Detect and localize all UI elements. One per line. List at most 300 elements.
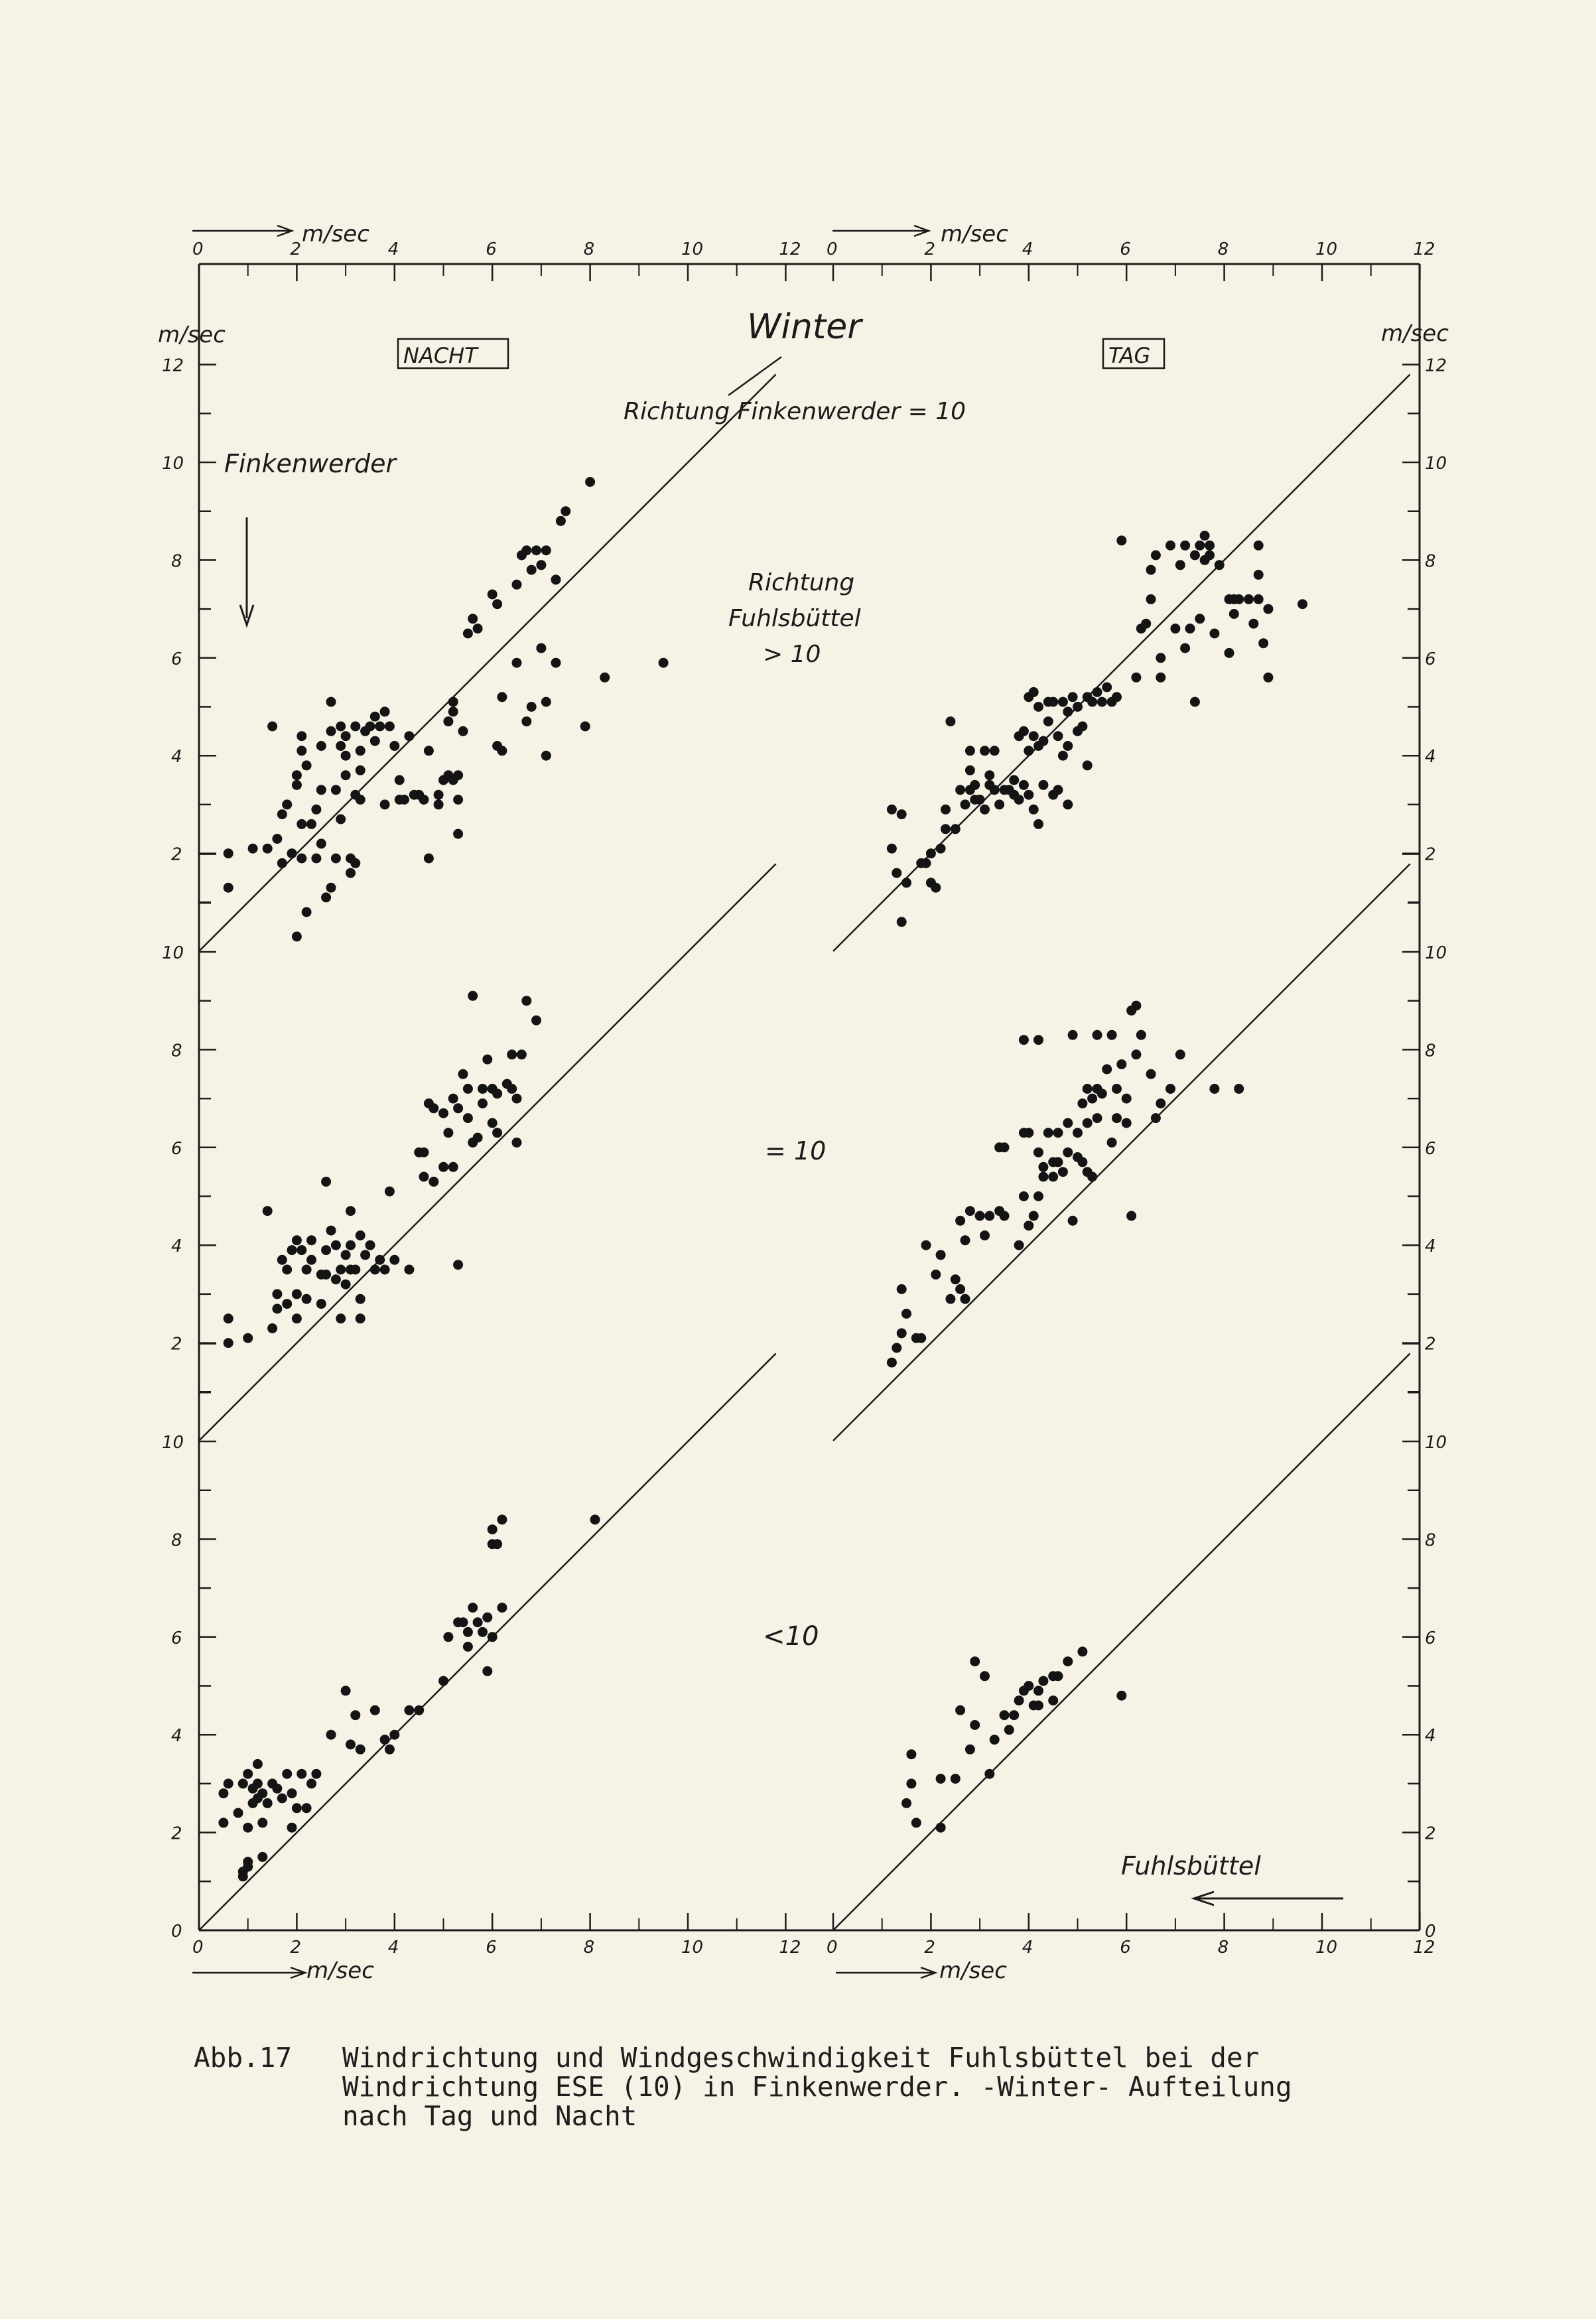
data-point <box>277 858 287 868</box>
data-point <box>380 799 390 809</box>
data-point <box>1009 1710 1019 1720</box>
data-point <box>517 1049 527 1059</box>
data-point <box>389 1730 399 1740</box>
data-point <box>936 1774 946 1784</box>
data-point <box>399 795 409 805</box>
data-point <box>492 599 502 609</box>
data-point <box>468 991 478 1001</box>
data-point <box>961 799 970 809</box>
unit-top-right: m/sec <box>941 221 1008 247</box>
data-point <box>292 1313 302 1323</box>
data-point <box>238 1778 248 1788</box>
data-point <box>1175 1049 1185 1059</box>
data-point <box>1004 1725 1014 1735</box>
data-point <box>463 1642 473 1652</box>
y-tick-label-left: 2 <box>171 844 182 865</box>
data-point <box>512 658 522 668</box>
data-point <box>1229 609 1239 619</box>
data-point <box>955 785 965 795</box>
y-tick-label-right: 0 <box>1425 1922 1436 1942</box>
data-point <box>984 770 994 780</box>
data-point <box>453 829 463 839</box>
data-point <box>1248 619 1258 629</box>
data-point <box>541 545 551 555</box>
data-point <box>961 1235 970 1245</box>
data-point <box>306 1778 316 1788</box>
data-point <box>1024 1681 1033 1691</box>
data-point <box>551 574 561 584</box>
data-point <box>336 741 346 751</box>
data-point <box>1244 594 1254 604</box>
x-tick-label-bottom: 4 <box>387 1938 399 1957</box>
data-point <box>389 1255 399 1265</box>
data-point <box>1234 594 1244 604</box>
data-point <box>385 1745 395 1755</box>
data-point <box>1297 599 1307 609</box>
data-point <box>1195 541 1205 551</box>
data-point <box>488 1524 498 1534</box>
diagonal-line <box>833 1353 1410 1930</box>
data-point <box>1151 551 1161 561</box>
y-tick-label-right: 2 <box>1425 1823 1436 1844</box>
data-point <box>443 1128 453 1138</box>
data-point <box>272 1289 282 1299</box>
data-point <box>1093 1030 1102 1040</box>
data-point <box>453 1103 463 1113</box>
data-point <box>326 697 336 707</box>
data-point <box>541 751 551 761</box>
data-point <box>951 824 961 834</box>
data-point <box>482 1613 492 1623</box>
data-point <box>453 770 463 780</box>
data-point <box>311 854 321 864</box>
data-point <box>1112 1084 1122 1094</box>
data-point <box>473 624 483 633</box>
data-point <box>916 1333 926 1343</box>
x-tick-label-bottom: 2 <box>924 1938 935 1957</box>
data-point <box>926 848 936 858</box>
data-point <box>292 780 302 790</box>
data-point <box>1038 736 1048 746</box>
data-point <box>292 1803 302 1813</box>
data-point <box>931 1270 941 1280</box>
data-point <box>531 545 541 555</box>
data-point <box>1038 1676 1048 1686</box>
x-tick-label-bottom: 12 <box>779 1938 801 1957</box>
data-point <box>1107 1030 1117 1040</box>
data-point <box>306 819 316 829</box>
data-point <box>897 1328 907 1338</box>
y-tick-label-right: 6 <box>1425 1138 1436 1159</box>
y-tick-label-left: 10 <box>162 454 184 474</box>
data-point <box>389 741 399 751</box>
y-tick-label-left: 4 <box>171 1236 182 1257</box>
data-point <box>224 1778 233 1788</box>
data-point <box>970 780 980 790</box>
data-point <box>453 795 463 805</box>
data-point <box>356 765 366 775</box>
data-point <box>512 1138 522 1148</box>
data-point <box>921 1240 931 1250</box>
data-point <box>380 1265 390 1275</box>
data-point <box>429 1177 438 1187</box>
data-point <box>955 1216 965 1226</box>
data-point <box>233 1808 243 1818</box>
x-tick-label-bottom: 4 <box>1022 1938 1033 1957</box>
data-point <box>453 1260 463 1270</box>
x-tick-label-top: 2 <box>290 239 301 259</box>
data-point <box>272 1784 282 1794</box>
y-tick-label-left: 8 <box>171 1041 182 1061</box>
data-point <box>1263 604 1273 614</box>
x-tick-label-bottom: 10 <box>1315 1938 1338 1957</box>
data-point <box>253 1778 263 1788</box>
data-point <box>1053 1671 1063 1681</box>
data-point <box>302 760 312 770</box>
data-point <box>1146 565 1156 575</box>
unit-bottom-right: m/sec <box>939 1957 1007 1984</box>
data-point <box>458 1069 468 1079</box>
data-point <box>887 1358 897 1368</box>
x-tick-label-bottom: 2 <box>290 1938 301 1957</box>
data-point <box>887 844 897 854</box>
data-point <box>1063 706 1073 716</box>
data-point <box>1087 1172 1097 1182</box>
data-point <box>906 1749 916 1759</box>
data-point <box>463 1627 473 1637</box>
column-label-nacht: NACHT <box>403 343 478 368</box>
data-point <box>302 907 312 917</box>
data-point <box>1014 1240 1024 1250</box>
data-point <box>282 1299 292 1309</box>
data-point <box>1048 1172 1058 1182</box>
data-point <box>297 854 306 864</box>
data-point <box>1033 702 1043 712</box>
data-point <box>395 775 405 785</box>
x-tick-label-top: 2 <box>924 239 935 259</box>
data-point <box>356 795 366 805</box>
data-point <box>434 799 444 809</box>
data-point <box>1048 1695 1058 1705</box>
data-point <box>1156 653 1165 663</box>
row-label-gt10-line2: Fuhlsbüttel <box>728 605 861 632</box>
data-point <box>961 1294 970 1304</box>
data-point <box>346 868 356 878</box>
data-point <box>311 1769 321 1779</box>
y-axis-label-finkenwerder: Finkenwerder <box>224 449 397 478</box>
data-point <box>297 746 306 756</box>
data-point <box>901 878 911 888</box>
y-tick-label-left: 0 <box>171 1922 182 1942</box>
data-point <box>1024 746 1033 756</box>
data-point <box>257 1818 267 1827</box>
data-point <box>419 1148 429 1158</box>
data-point <box>248 844 258 854</box>
data-point <box>282 1265 292 1275</box>
y-tick-label-right: 6 <box>1425 649 1436 669</box>
data-point <box>341 1686 351 1695</box>
data-point <box>1131 1001 1141 1011</box>
data-point <box>1254 594 1264 604</box>
data-point <box>1116 535 1126 545</box>
data-point <box>350 1265 360 1275</box>
y-tick-label-left: 8 <box>171 551 182 572</box>
data-point <box>551 658 561 668</box>
data-point <box>287 1823 297 1833</box>
data-point <box>429 1103 438 1113</box>
data-point <box>321 1245 331 1255</box>
data-point <box>370 736 380 746</box>
data-point <box>1102 683 1112 693</box>
data-point <box>965 765 975 775</box>
data-point <box>1058 697 1068 707</box>
data-point <box>356 1745 366 1755</box>
chart-frame <box>199 264 1420 1930</box>
data-point <box>375 1255 385 1265</box>
data-point <box>272 1304 282 1314</box>
x-tick-label-top: 6 <box>1120 239 1131 259</box>
data-point <box>1254 541 1264 551</box>
y-tick-label-right: 4 <box>1425 1236 1436 1257</box>
data-point <box>1165 541 1175 551</box>
data-point <box>257 1788 267 1798</box>
data-point <box>1195 614 1205 624</box>
data-point <box>1053 1157 1063 1167</box>
row-label-gt10-line3: > 10 <box>763 641 821 668</box>
data-point <box>282 799 292 809</box>
data-point <box>1097 697 1107 707</box>
data-point <box>507 1084 517 1094</box>
data-point <box>521 996 531 1006</box>
data-point <box>277 1794 287 1804</box>
data-point <box>287 848 297 858</box>
data-point <box>443 716 453 726</box>
data-point <box>1038 1162 1048 1172</box>
data-point <box>970 1656 980 1666</box>
data-point <box>492 1128 502 1138</box>
data-point <box>375 722 385 732</box>
data-point <box>492 1089 502 1098</box>
data-point <box>1073 702 1083 712</box>
data-point <box>1087 1094 1097 1104</box>
data-point <box>1087 697 1097 707</box>
data-point <box>366 722 375 732</box>
data-point <box>1083 760 1093 770</box>
data-point <box>1038 1172 1048 1182</box>
data-point <box>507 1049 517 1059</box>
data-point <box>1029 687 1039 697</box>
data-point <box>1058 751 1068 761</box>
data-point <box>1112 692 1122 702</box>
data-point <box>980 805 990 815</box>
row-label-gt10-line1: Richtung <box>748 569 855 596</box>
x-tick-label-bottom: 10 <box>681 1938 704 1957</box>
y-tick-label-left: 6 <box>171 1138 182 1159</box>
data-point <box>321 892 331 902</box>
data-point <box>350 722 360 732</box>
data-point <box>512 580 522 590</box>
data-point <box>911 1818 921 1827</box>
data-point <box>531 1016 541 1026</box>
row-label-eq10: = 10 <box>765 1136 827 1165</box>
x-tick-label-bottom: 12 <box>1413 1938 1435 1957</box>
data-point <box>267 1323 277 1333</box>
data-point <box>965 1206 975 1216</box>
data-point <box>263 844 273 854</box>
data-point <box>1063 1118 1073 1128</box>
data-point <box>600 673 610 683</box>
data-point <box>424 854 434 864</box>
data-point <box>497 1603 507 1613</box>
data-point <box>1122 1118 1132 1128</box>
data-point <box>1165 1084 1175 1094</box>
x-tick-label-bottom: 0 <box>192 1938 204 1957</box>
unit-top-left: m/sec <box>302 221 369 247</box>
data-point <box>945 1294 955 1304</box>
data-point <box>346 1739 356 1749</box>
x-tick-label-top: 6 <box>486 239 497 259</box>
data-point <box>1019 1191 1029 1201</box>
data-point <box>434 790 444 800</box>
data-point <box>1263 673 1273 683</box>
data-point <box>1077 722 1087 732</box>
data-point <box>1200 531 1210 541</box>
x-tick-label-top: 12 <box>1413 239 1435 259</box>
data-point <box>1116 1059 1126 1069</box>
y-tick-label-right: 4 <box>1425 747 1436 767</box>
data-point <box>521 716 531 726</box>
data-point <box>659 658 669 668</box>
data-point <box>1053 731 1063 741</box>
y-tick-label-left: 6 <box>171 1628 182 1648</box>
data-points <box>218 477 1307 1881</box>
data-point <box>955 1284 965 1294</box>
data-point <box>302 1294 312 1304</box>
data-point <box>316 785 326 795</box>
data-point <box>331 854 341 864</box>
data-point <box>1234 1084 1244 1094</box>
data-point <box>497 746 507 756</box>
data-point <box>1063 1656 1073 1666</box>
diagonal-line <box>199 1353 776 1930</box>
data-point <box>243 1857 253 1867</box>
data-point <box>277 1255 287 1265</box>
y-tick-label-left: 2 <box>171 1334 182 1355</box>
data-point <box>1112 1113 1122 1123</box>
data-point <box>1215 560 1225 570</box>
data-point <box>316 838 326 848</box>
data-point <box>921 858 931 868</box>
data-point <box>404 731 414 741</box>
data-point <box>951 1274 961 1284</box>
data-point <box>346 1240 356 1250</box>
data-point <box>1053 1128 1063 1138</box>
data-point <box>360 1250 370 1260</box>
diagonal-line <box>199 864 776 1441</box>
data-point <box>585 477 595 487</box>
data-point <box>965 746 975 756</box>
data-point <box>990 1735 1000 1745</box>
data-point <box>1126 1211 1136 1221</box>
data-point <box>897 917 907 927</box>
data-point <box>346 1206 356 1216</box>
data-point <box>404 1265 414 1275</box>
data-point <box>1093 687 1102 697</box>
data-point <box>1156 673 1165 683</box>
data-point <box>980 1671 990 1681</box>
data-point <box>536 560 546 570</box>
data-point <box>1024 790 1033 800</box>
row-label-lt10: <10 <box>763 1621 819 1652</box>
x-axis-label-fuhlsbuettel: Fuhlsbüttel <box>1121 1851 1261 1881</box>
data-point <box>1146 1069 1156 1079</box>
data-point <box>370 712 380 722</box>
data-point <box>1063 799 1073 809</box>
data-point <box>316 1299 326 1309</box>
data-point <box>1083 1084 1093 1094</box>
data-point <box>341 751 351 761</box>
data-point <box>1073 1128 1083 1138</box>
data-point <box>901 1309 911 1319</box>
data-point <box>1068 1030 1078 1040</box>
data-point <box>326 883 336 893</box>
y-tick-label-right: 10 <box>1425 1433 1447 1453</box>
data-point <box>321 1270 331 1280</box>
data-point <box>580 722 590 732</box>
y-tick-label-right: 10 <box>1425 943 1447 963</box>
data-point <box>331 785 341 795</box>
data-point <box>414 1705 424 1715</box>
y-tick-label-left: 12 <box>162 356 184 376</box>
data-point <box>292 931 302 941</box>
data-point <box>1131 1049 1141 1059</box>
data-point <box>463 1084 473 1094</box>
data-point <box>1033 1035 1043 1045</box>
data-point <box>990 785 1000 795</box>
chart-title: Winter <box>747 307 862 347</box>
data-point <box>1053 785 1063 795</box>
data-point <box>356 746 366 756</box>
data-point <box>980 746 990 756</box>
data-point <box>1043 716 1053 726</box>
data-point <box>326 1730 336 1740</box>
data-point <box>527 565 537 575</box>
data-point <box>897 809 907 819</box>
caption-line-2: Windrichtung ESE (10) in Finkenwerder. -Winter- Aufteilung <box>342 2071 1292 2103</box>
data-point <box>478 1098 488 1108</box>
data-point <box>380 1735 390 1745</box>
data-point <box>1136 1030 1146 1040</box>
data-point <box>492 1539 502 1549</box>
data-point <box>488 1632 498 1642</box>
unit-right-y: m/sec <box>1381 320 1449 347</box>
data-point <box>941 824 951 834</box>
data-point <box>1102 1064 1112 1074</box>
data-point <box>994 799 1004 809</box>
y-tick-label-right: 2 <box>1425 1334 1436 1355</box>
data-point <box>326 1226 336 1236</box>
data-point <box>404 1705 414 1715</box>
data-point <box>1131 673 1141 683</box>
data-point <box>1083 1118 1093 1128</box>
data-point <box>482 1055 492 1065</box>
data-point <box>951 1774 961 1784</box>
data-point <box>438 1108 448 1118</box>
y-tick-label-right: 6 <box>1425 1628 1436 1648</box>
data-point <box>1093 1113 1102 1123</box>
data-point <box>350 858 360 868</box>
data-point <box>1209 629 1219 639</box>
